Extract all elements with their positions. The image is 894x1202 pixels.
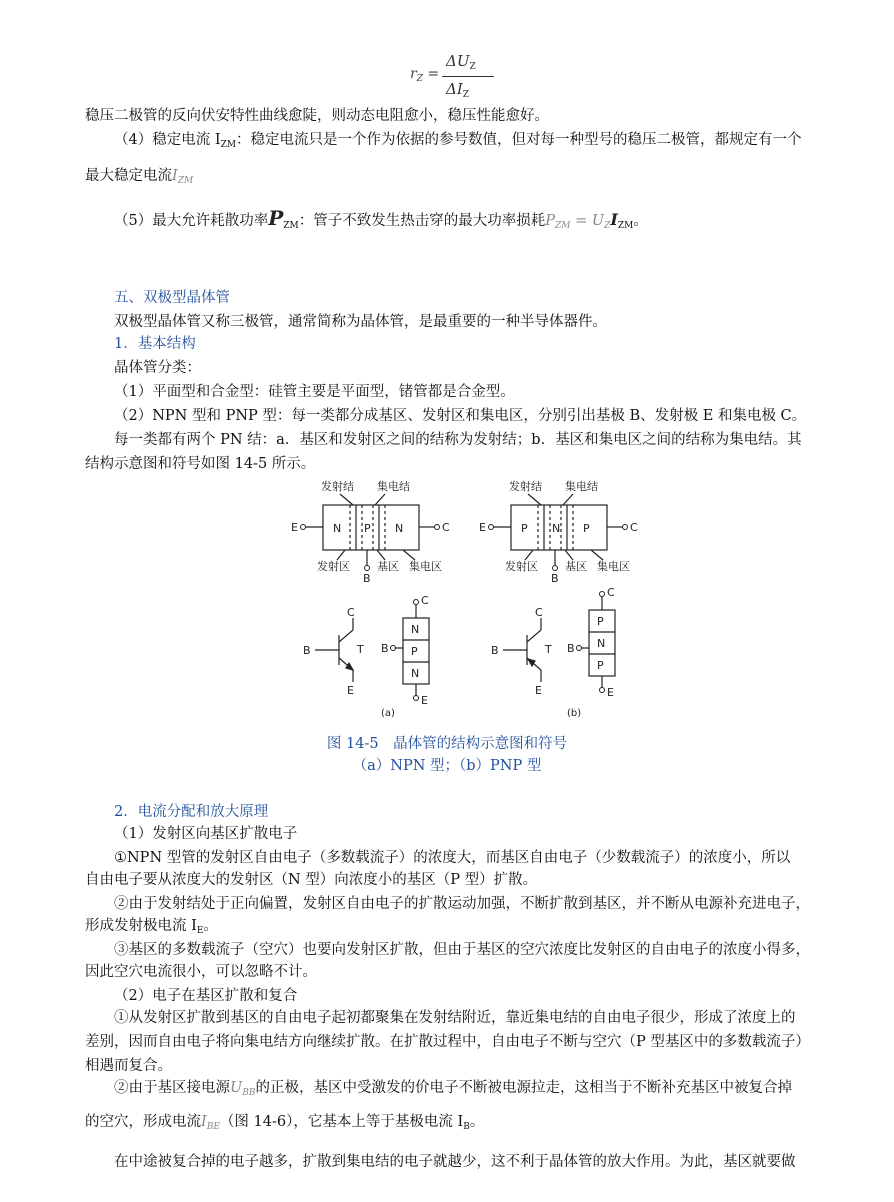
label-E: E bbox=[291, 521, 298, 534]
label-base-region: 基区 bbox=[565, 560, 587, 573]
label-emitter-junction: 发射结 bbox=[321, 480, 354, 493]
stack-label-E: E bbox=[607, 686, 614, 699]
layer-label: N bbox=[597, 637, 606, 650]
subfigure-label-b: (b) bbox=[567, 708, 582, 719]
stack-label-B: B bbox=[567, 642, 575, 655]
subfigure-label-a: (a) bbox=[381, 708, 395, 719]
paragraph-line: 因此空穴电流很小，可以忽略不计。 bbox=[85, 964, 317, 980]
layer-label: P bbox=[364, 522, 371, 535]
layer-label: P bbox=[521, 522, 528, 535]
paragraph-line: ①从发射区扩散到基区的自由电子起初都聚集在发射结附近，靠近集电结的自由电子很少，形成了浓度上的 bbox=[114, 1010, 796, 1026]
paragraph-line: 形成发射极电流 $I_E$。 bbox=[85, 918, 218, 936]
paragraph-line: ①NPN 型管的发射区自由电子（多数载流子）的浓度大，而基区自由电子（少数载流子）的浓度小，所以 bbox=[114, 850, 791, 866]
label-emitter-region: 发射区 bbox=[317, 560, 350, 573]
formula-denominator: ΔI bbox=[446, 80, 463, 98]
label-emitter-region: 发射区 bbox=[505, 560, 538, 573]
layer-label: P bbox=[583, 522, 590, 535]
formula-lhs: r bbox=[410, 66, 417, 82]
paragraph-line: 稳压二极管的反向伏安特性曲线愈陡，则动态电阻愈小，稳压性能愈好。 bbox=[85, 108, 549, 124]
fraction-bar bbox=[442, 76, 494, 77]
formula-denominator-sub: Z bbox=[462, 90, 470, 100]
paragraph-line: 相遇而复合。 bbox=[85, 1058, 172, 1074]
paragraph-line: 在中途被复合掉的电子越多，扩散到集电结的电子就越少，这不利于晶体管的放大作用。为此，基区就要做 bbox=[114, 1154, 796, 1170]
layer-label: P bbox=[411, 645, 418, 658]
symbol-label-C: C bbox=[347, 606, 355, 619]
paragraph-line: （1）平面型和合金型：硅管主要是平面型，锗管都是合金型。 bbox=[114, 384, 515, 400]
paragraph-line: ②由于基区接电源$U_{BB}$的正极，基区中受激发的价电子不断被电源拉走，这相当于不断补充基区中被复合掉 bbox=[114, 1080, 792, 1098]
layer-label: N bbox=[552, 522, 561, 535]
section-heading: 五、双极型晶体管 bbox=[114, 290, 230, 306]
paragraph-line: ②由于发射结处于正向偏置，发射区自由电子的扩散运动加强，不断扩散到基区，并不断从电源补充进电子， bbox=[114, 896, 810, 912]
paragraph-line: 每一类都有两个 PN 结：a．基区和发射区之间的结称为发射结；b．基区和集电区之间的结称为集电结。其 bbox=[114, 432, 802, 448]
stack-label-C: C bbox=[607, 586, 615, 599]
subsection-heading: 1．基本结构 bbox=[114, 336, 196, 352]
paragraph-line: 的空穴，形成电流$I_{BE}$（图 14-6），它基本上等于基极电流 $I_B$。 bbox=[85, 1114, 485, 1132]
label-base-region: 基区 bbox=[377, 560, 399, 573]
label-collector-region: 集电区 bbox=[597, 560, 630, 573]
paragraph-line: 最大稳定电流$I_{ZM}$ bbox=[85, 168, 194, 186]
symbol-label-T: T bbox=[357, 643, 364, 656]
label-E: E bbox=[479, 521, 486, 534]
paragraph-line: （5）最大允许耗散功率$P_{ZM}$：管子不致发生热击穿的最大功率损耗$P_{ZM} = U_ZI_{ZM}$。 bbox=[114, 206, 648, 231]
paragraph-line: （1）发射区向基区扩散电子 bbox=[114, 826, 298, 842]
layer-label: P bbox=[597, 659, 604, 672]
label-B: B bbox=[551, 572, 559, 585]
symbol-label-E: E bbox=[535, 684, 542, 697]
stack-label-B: B bbox=[381, 642, 389, 655]
symbol-label-T: T bbox=[545, 643, 552, 656]
transistor-structure-figure bbox=[285, 470, 645, 725]
layer-label: N bbox=[411, 667, 420, 680]
paragraph-line: （4）稳定电流 $I_{ZM}$：稳定电流只是一个作为依据的参号数值，但对每一种型号的稳压二极管，都规定有一个 bbox=[114, 132, 802, 150]
label-collector-junction: 集电结 bbox=[565, 480, 598, 493]
formula-numerator: ΔU bbox=[446, 52, 470, 70]
label-collector-region: 集电区 bbox=[409, 560, 442, 573]
paragraph-line: 晶体管分类： bbox=[114, 360, 201, 376]
symbol-label-C: C bbox=[535, 606, 543, 619]
figure-subcaption: （a）NPN 型；（b）PNP 型 bbox=[352, 758, 542, 774]
figure-caption: 图 14-5 晶体管的结构示意图和符号 bbox=[326, 736, 568, 752]
layer-label: P bbox=[597, 615, 604, 628]
stack-label-E: E bbox=[421, 694, 428, 707]
layer-label: N bbox=[411, 623, 420, 636]
layer-label: N bbox=[333, 522, 342, 535]
dynamic-resistance-formula: $r_Z$ = $\Delta U_Z$ $\Delta I_Z$ bbox=[410, 48, 500, 108]
subsection-heading: 2．电流分配和放大原理 bbox=[114, 804, 269, 820]
paragraph-line: （2）NPN 型和 PNP 型：每一类都分成基区、发射区和集电区，分别引出基极 B、发射极 E 和集电极 C。 bbox=[114, 408, 807, 424]
label-B: B bbox=[363, 572, 371, 585]
formula-lhs-sub: Z bbox=[416, 74, 423, 84]
label-collector-junction: 集电结 bbox=[377, 480, 410, 493]
layer-label: N bbox=[395, 522, 404, 535]
symbol-label-B: B bbox=[491, 644, 499, 657]
label-C: C bbox=[442, 521, 450, 534]
formula-numerator-sub: Z bbox=[469, 62, 476, 72]
paragraph-line: 结构示意图和符号如图 14-5 所示。 bbox=[85, 456, 316, 472]
paragraph-line: 差别，因而自由电子将向集电结方向继续扩散。在扩散过程中，自由电子不断与空穴（P 型基区中的多数载流子） bbox=[85, 1034, 810, 1050]
label-C: C bbox=[630, 521, 638, 534]
label-emitter-junction: 发射结 bbox=[509, 480, 542, 493]
paragraph-line: 自由电子要从浓度大的发射区（N 型）向浓度小的基区（P 型）扩散。 bbox=[85, 872, 538, 888]
paragraph-line: ③基区的多数载流子（空穴）也要向发射区扩散，但由于基区的空穴浓度比发射区的自由电子的浓度小得多， bbox=[114, 942, 810, 958]
symbol-label-B: B bbox=[303, 644, 311, 657]
paragraph-line: （2）电子在基区扩散和复合 bbox=[114, 988, 298, 1004]
stack-label-C: C bbox=[421, 594, 429, 607]
symbol-label-E: E bbox=[347, 684, 354, 697]
paragraph-line: 双极型晶体管又称三极管，通常简称为晶体管，是最重要的一种半导体器件。 bbox=[114, 314, 607, 330]
